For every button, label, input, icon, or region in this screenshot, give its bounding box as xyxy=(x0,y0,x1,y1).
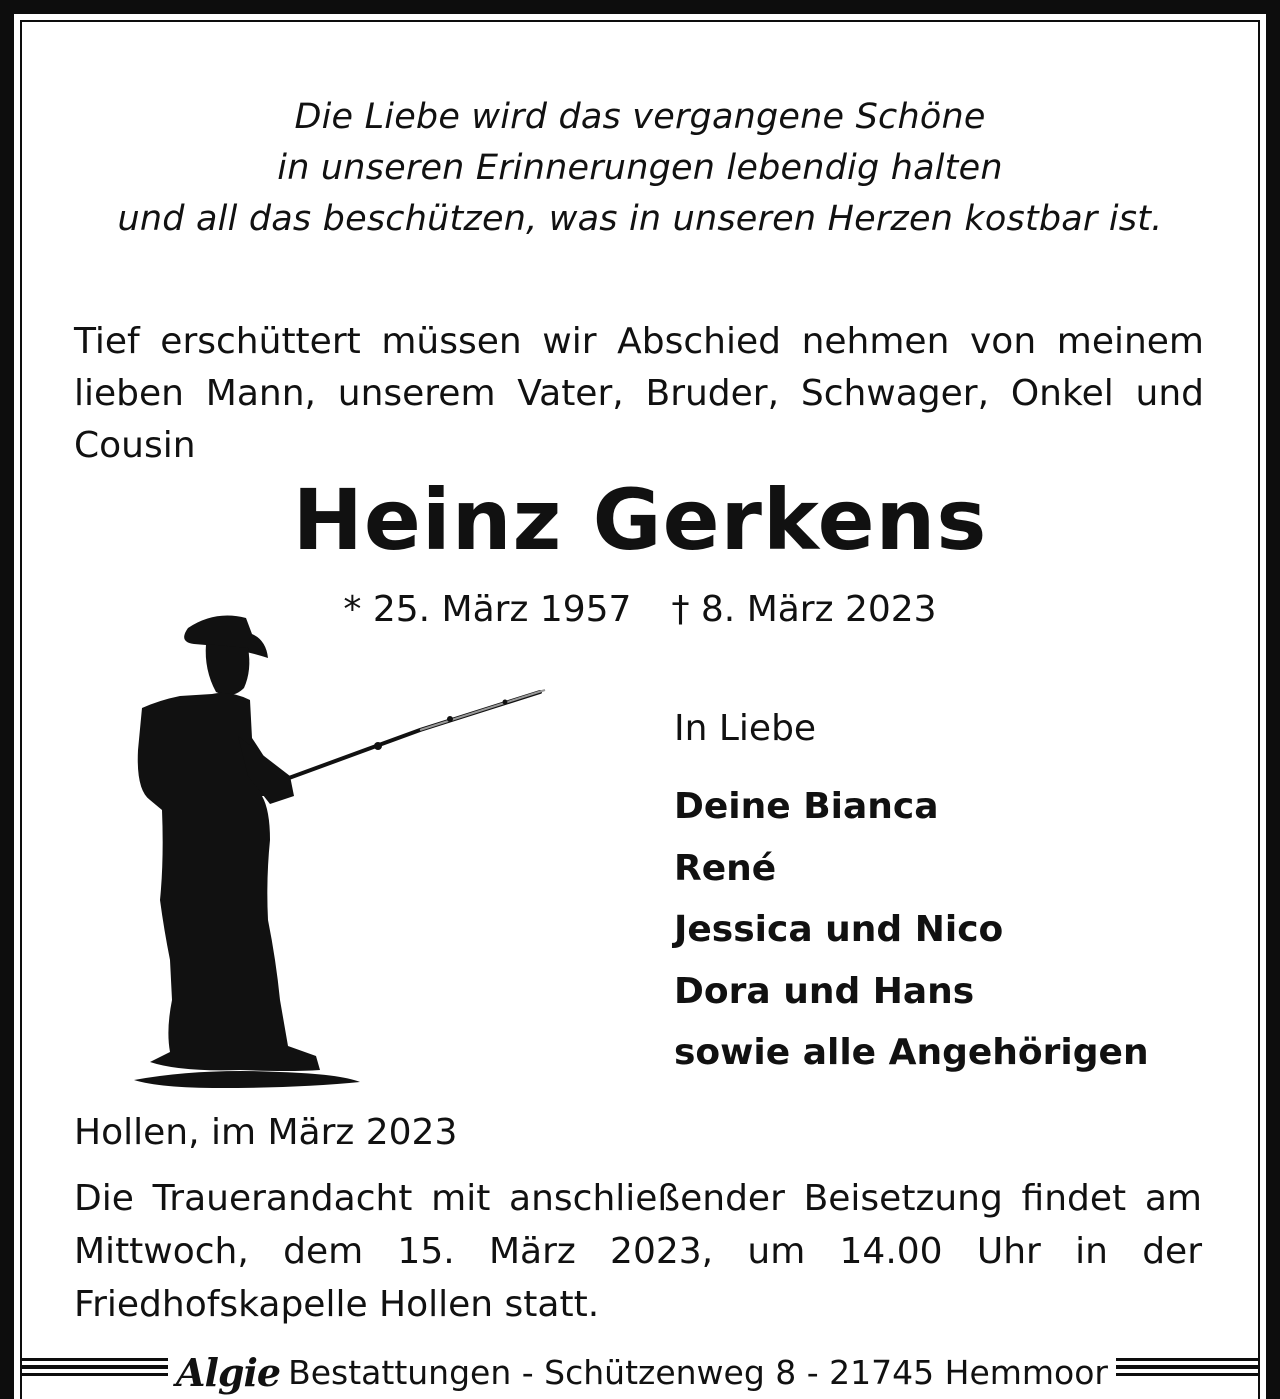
place-and-date: Hollen, im März 2023 xyxy=(74,1112,458,1153)
footer-rule-right xyxy=(1116,1358,1258,1376)
death-date: † 8. März 2023 xyxy=(671,589,937,630)
funeral-home-logo: Algie xyxy=(175,1349,281,1395)
motto-quote xyxy=(60,92,1220,245)
mourners-list xyxy=(674,776,1149,1084)
frame-right-border xyxy=(1266,0,1280,1399)
deceased-name: Heinz Gerkens xyxy=(292,471,988,569)
intro-text: Tief erschüttert müssen wir Abschied nehmen von meinem lieben Mann, unserem Vater, Bruder, Schwager, Onkel und Cousin xyxy=(74,321,1204,466)
fisherman-silhouette-icon xyxy=(120,600,560,1100)
mourner-name: Dora und Hans xyxy=(674,970,975,1012)
motto-line: Die Liebe wird das vergangene Schöne xyxy=(294,97,986,137)
mourner-name: René xyxy=(674,847,777,889)
service-announcement: Die Trauerandacht mit anschließender Beisetzung findet am Mittwoch, dem 15. März 2023, um 14.00 Uhr in der Friedhofskapelle Hollen statt. xyxy=(74,1178,1202,1325)
mourner-name: sowie alle Angehörigen xyxy=(674,1032,1149,1073)
frame-left-border xyxy=(0,0,14,1399)
in-love-heading: In Liebe xyxy=(674,708,817,749)
funeral-home-address: Bestattungen - Schützenweg 8 - 21745 Hemmoor xyxy=(288,1352,1108,1392)
frame-inner-left-line xyxy=(20,20,22,1399)
frame-inner-top-line xyxy=(20,20,1260,22)
footer-rule-left xyxy=(22,1358,168,1376)
birth-date: * 25. März 1957 xyxy=(343,589,632,630)
frame-inner-right-line xyxy=(1258,20,1260,1399)
mourner-name: Deine Bianca xyxy=(674,786,939,827)
motto-line: und all das beschützen, was in unseren Herzen kostbar ist. xyxy=(117,199,1163,239)
funeral-home-footer xyxy=(168,1348,1116,1396)
mourner-name: Jessica und Nico xyxy=(674,909,1004,950)
frame-top-border xyxy=(0,0,1280,14)
motto-line: in unseren Erinnerungen lebendig halten xyxy=(277,148,1003,188)
